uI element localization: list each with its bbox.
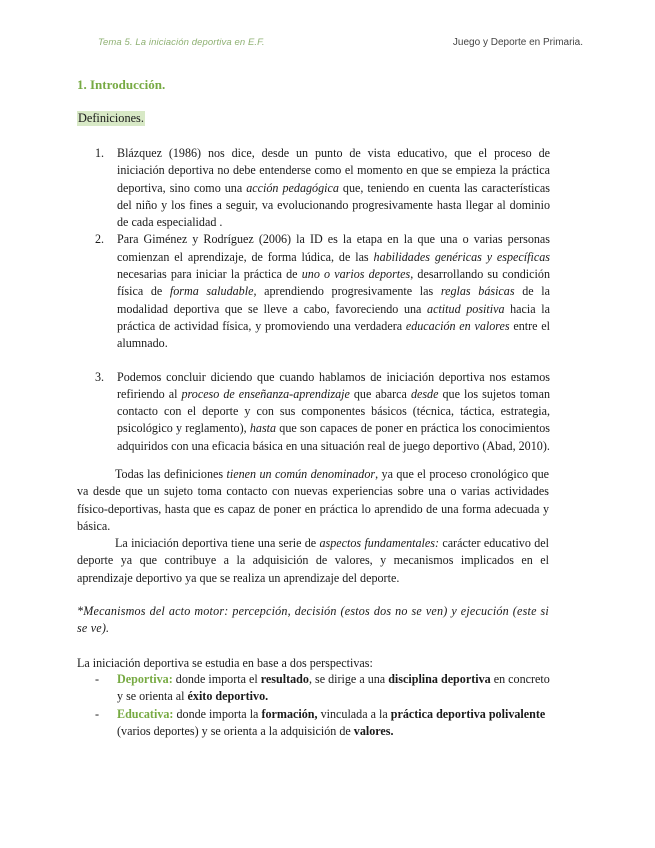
header-left: Tema 5. La iniciación deportiva en E.F.: [98, 37, 265, 48]
dash-bullet: -: [95, 706, 100, 721]
perspective-label: Educativa:: [117, 706, 174, 721]
list-item: - Educativa: donde importa la formación, vinculada a la práctica deportiva polivalente (varios deportes) y se orienta a la adquisición de valores.: [95, 706, 546, 738]
paragraph-fundamental-aspects: La iniciación deportiva tiene una serie de aspectos fundamentales: carácter educativo del deporte ya que contribuye a la adquisición de valores, y mecanismos implicados en el aprendizaje deportivo ya que se realiza un aprendizaje del deporte.: [77, 536, 549, 585]
list-item: - Deportiva: donde importa el resultado, se dirige a una disciplina deportiva en concreto y se orienta al éxito deportivo.: [95, 672, 550, 704]
list-item: 1. Blázquez (1986) nos dice, desde un punto de vista educativo, que el proceso de iniciación deportiva no debe entenderse como el momento en que se empieza la práctica deportiva, sino como una acción pedagógica que, teniendo en cuenta las características del niño y los fines a seguir, va evolucionando progresivamente hasta llegar al dominio de cada especialidad .: [95, 146, 550, 230]
header-right: Juego y Deporte en Primaria.: [452, 37, 583, 48]
list-number: 2.: [95, 232, 105, 247]
list-item: 2. Para Giménez y Rodríguez (2006) la ID es la etapa en la que una o varias personas comienzan el aprendizaje, de forma lúdica, de las habilidades genéricas y específicas necesarias para iniciar la práctica de uno o varios deportes, desarrollando su condición física de forma saludable, aprendiendo progresivamente las reglas básicas de la modalidad deportiva que se lleve a cabo, favoreciendo una actitud positiva hacia la práctica de actividad física, y promoviendo una verdadera educación en valores entre el alumnado.: [95, 232, 550, 351]
list-number: 1.: [95, 146, 105, 160]
perspectives-intro: La iniciación deportiva se estudia en base a dos perspectivas:: [77, 656, 373, 670]
perspective-label: Deportiva:: [117, 672, 173, 686]
definitions-list: [95, 145, 550, 455]
paragraph-common-denominator: Todas las definiciones tienen un común denominador, ya que el proceso cronológico que va desde que un sujeto toma contacto con nuevas experiencias sobre una o varias actividades físico-deportivas, hasta que es capaz de poner en práctica lo aprendido de una forma adecuada y básica.: [77, 467, 550, 533]
section-heading: 1. Introducción.: [77, 77, 166, 92]
list-number: 3.: [95, 369, 105, 384]
perspectives-list: [95, 671, 550, 740]
motor-act-note: *Mecanismos del acto motor: percepción, decisión (estos dos no se ven) y ejecución (este si se ve).: [77, 604, 549, 636]
dash-bullet: -: [95, 672, 100, 686]
definitions-label: Definiciones.: [78, 111, 144, 125]
list-item: 3. Podemos concluir diciendo que cuando hablamos de iniciación deportiva nos estamos refiriendo al proceso de enseñanza-aprendizaje que abarca desde que los sujetos toman contacto con el deporte y con sus componentes básicos (técnica, táctica, estrategia, psicológico y reglamento), hasta que son capaces de poner en práctica los conocimientos adquiridos con una eficacia básica en una situación real de juego deportivo (Abad, 2010).: [95, 369, 550, 453]
